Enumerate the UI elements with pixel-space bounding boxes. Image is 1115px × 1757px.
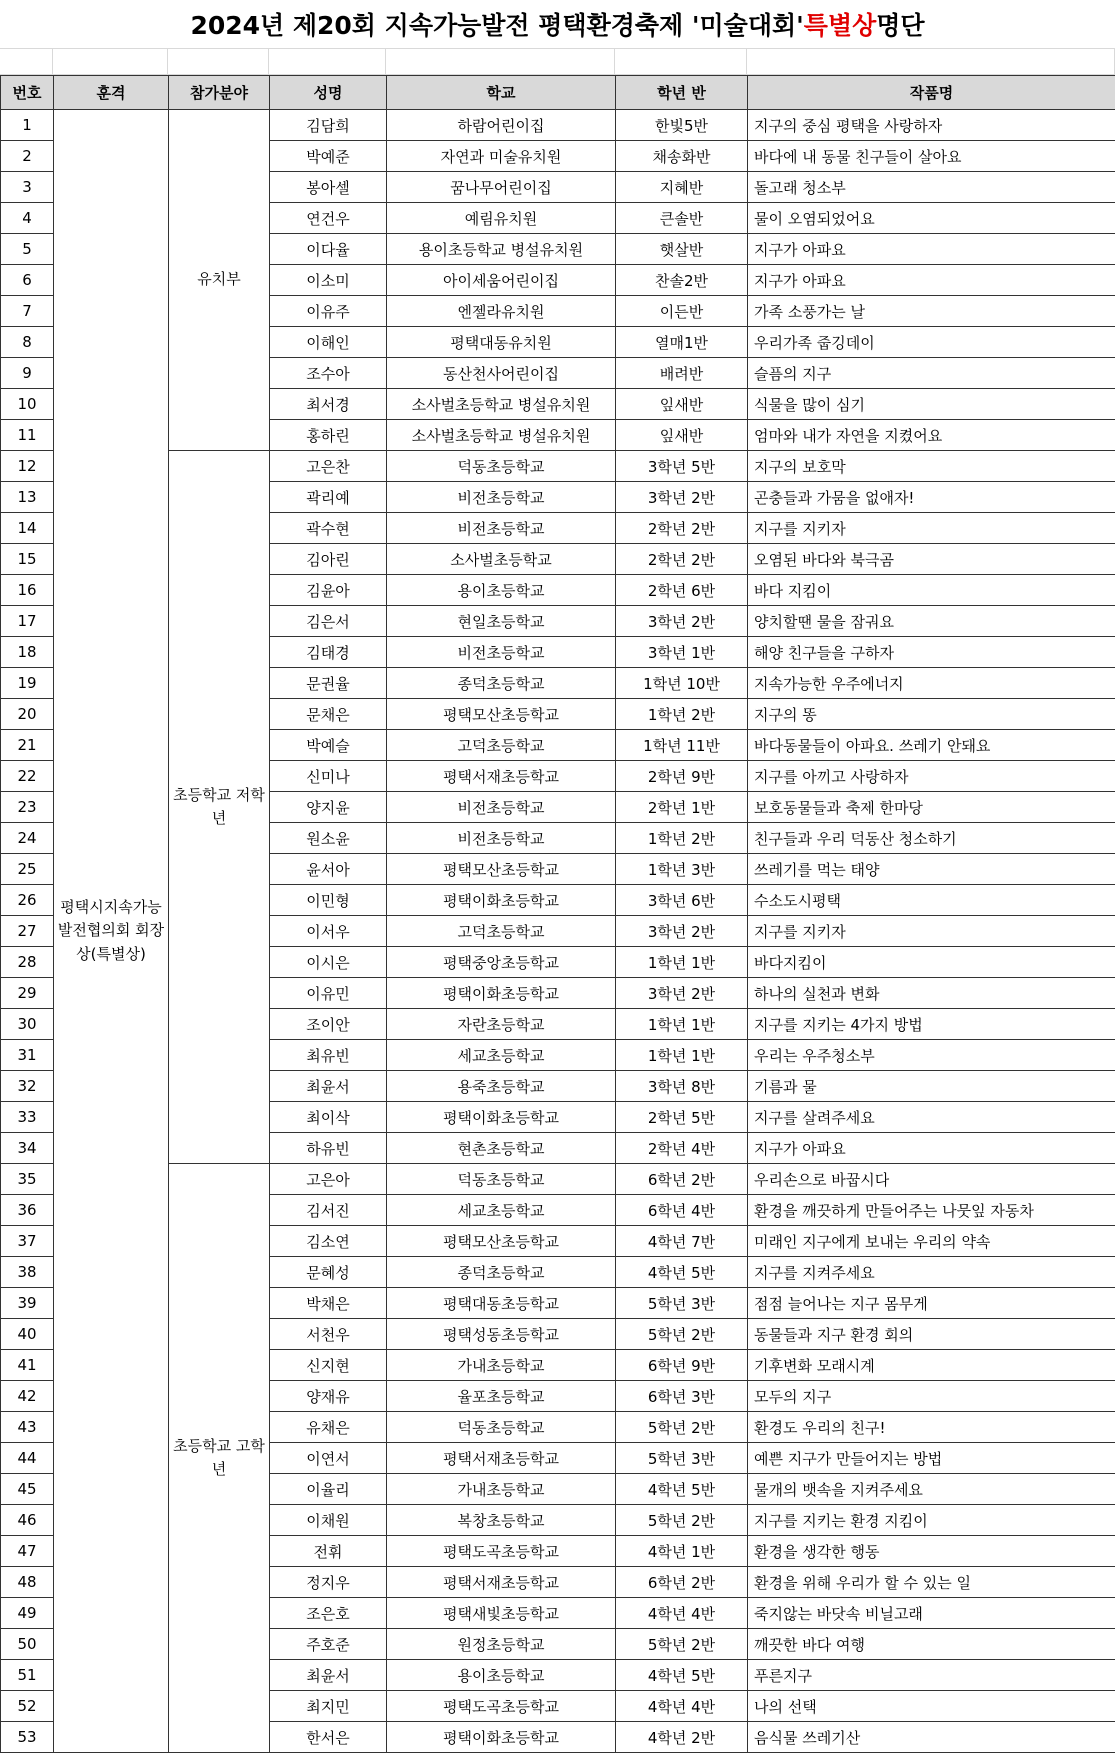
row-number: 31 [1, 1040, 54, 1071]
student-name: 서천우 [270, 1319, 387, 1350]
school-name: 하람어린이집 [387, 110, 616, 141]
grade-class: 2학년 9반 [616, 761, 748, 792]
header-award: 훈격 [54, 76, 169, 110]
school-name: 비전초등학교 [387, 513, 616, 544]
student-name: 이유주 [270, 296, 387, 327]
row-number: 39 [1, 1288, 54, 1319]
grade-class: 3학년 2반 [616, 978, 748, 1009]
grade-class: 2학년 6반 [616, 575, 748, 606]
school-name: 평택이화초등학교 [387, 885, 616, 916]
artwork-title: 기후변화 모래시계 [748, 1350, 1115, 1381]
header-category: 참가분야 [169, 76, 270, 110]
student-name: 김은서 [270, 606, 387, 637]
school-name: 고덕초등학교 [387, 916, 616, 947]
grade-class: 5학년 2반 [616, 1319, 748, 1350]
row-number: 46 [1, 1505, 54, 1536]
grade-class: 3학년 6반 [616, 885, 748, 916]
row-number: 37 [1, 1226, 54, 1257]
student-name: 문혜성 [270, 1257, 387, 1288]
school-name: 종덕초등학교 [387, 668, 616, 699]
award-table [0, 75, 1115, 1753]
grade-class: 4학년 4반 [616, 1691, 748, 1722]
page-title [0, 0, 1115, 49]
artwork-title: 바다에 내 동물 친구들이 살아요 [748, 141, 1115, 172]
row-number: 25 [1, 854, 54, 885]
student-name: 고은찬 [270, 451, 387, 482]
student-name: 최윤서 [270, 1660, 387, 1691]
row-number: 24 [1, 823, 54, 854]
school-name: 평택대동초등학교 [387, 1288, 616, 1319]
student-name: 이채원 [270, 1505, 387, 1536]
row-number: 32 [1, 1071, 54, 1102]
school-name: 덕동초등학교 [387, 1412, 616, 1443]
student-name: 조수아 [270, 358, 387, 389]
student-name: 최윤서 [270, 1071, 387, 1102]
row-number: 20 [1, 699, 54, 730]
grade-class: 지혜반 [616, 172, 748, 203]
student-name: 홍하린 [270, 420, 387, 451]
row-number: 26 [1, 885, 54, 916]
student-name: 곽수현 [270, 513, 387, 544]
grade-class: 4학년 5반 [616, 1257, 748, 1288]
school-name: 비전초등학교 [387, 823, 616, 854]
row-number: 43 [1, 1412, 54, 1443]
artwork-title: 우리는 우주청소부 [748, 1040, 1115, 1071]
header-artwork-title: 작품명 [748, 76, 1115, 110]
student-name: 최서경 [270, 389, 387, 420]
school-name: 비전초등학교 [387, 637, 616, 668]
school-name: 평택모산초등학교 [387, 854, 616, 885]
student-name: 한서은 [270, 1722, 387, 1753]
grade-class: 6학년 4반 [616, 1195, 748, 1226]
student-name: 김서진 [270, 1195, 387, 1226]
school-name: 원정초등학교 [387, 1629, 616, 1660]
row-number: 44 [1, 1443, 54, 1474]
row-number: 36 [1, 1195, 54, 1226]
grade-class: 찬솔2반 [616, 265, 748, 296]
row-number: 27 [1, 916, 54, 947]
row-number: 47 [1, 1536, 54, 1567]
row-number: 19 [1, 668, 54, 699]
row-number: 21 [1, 730, 54, 761]
row-number: 15 [1, 544, 54, 575]
student-name: 신미나 [270, 761, 387, 792]
header-number: 번호 [1, 76, 54, 110]
artwork-title: 깨끗한 바다 여행 [748, 1629, 1115, 1660]
row-number: 29 [1, 978, 54, 1009]
grade-class: 2학년 4반 [616, 1133, 748, 1164]
student-name: 양재유 [270, 1381, 387, 1412]
row-number: 38 [1, 1257, 54, 1288]
row-number: 12 [1, 451, 54, 482]
table-row [1, 1164, 1115, 1195]
artwork-title: 곤충들과 가뭄을 없애자! [748, 482, 1115, 513]
row-number: 42 [1, 1381, 54, 1412]
grade-class: 1학년 3반 [616, 854, 748, 885]
school-name: 세교초등학교 [387, 1195, 616, 1226]
artwork-title: 음식물 쓰레기산 [748, 1722, 1115, 1753]
grade-class: 채송화반 [616, 141, 748, 172]
school-name: 덕동초등학교 [387, 1164, 616, 1195]
row-number: 40 [1, 1319, 54, 1350]
student-name: 박예준 [270, 141, 387, 172]
artwork-title: 지구의 보호막 [748, 451, 1115, 482]
student-name: 정지우 [270, 1567, 387, 1598]
category-cell: 유치부 [169, 110, 270, 451]
artwork-title: 우리가족 줍깅데이 [748, 327, 1115, 358]
school-name: 용이초등학교 [387, 575, 616, 606]
grade-class: 3학년 1반 [616, 637, 748, 668]
student-name: 이율리 [270, 1474, 387, 1505]
grade-class: 큰솔반 [616, 203, 748, 234]
school-name: 동산천사어린이집 [387, 358, 616, 389]
category-cell: 초등학교 고학년 [169, 1164, 270, 1753]
table-row [1, 451, 1115, 482]
grade-class: 3학년 2반 [616, 482, 748, 513]
artwork-title: 지구를 지키자 [748, 916, 1115, 947]
school-name: 소사벌초등학교 병설유치원 [387, 420, 616, 451]
header-row [1, 76, 1115, 110]
student-name: 조이안 [270, 1009, 387, 1040]
student-name: 최이삭 [270, 1102, 387, 1133]
grade-class: 1학년 2반 [616, 699, 748, 730]
student-name: 유채은 [270, 1412, 387, 1443]
row-number: 6 [1, 265, 54, 296]
artwork-title: 지구의 똥 [748, 699, 1115, 730]
row-number: 2 [1, 141, 54, 172]
school-name: 비전초등학교 [387, 482, 616, 513]
grade-class: 2학년 2반 [616, 544, 748, 575]
artwork-title: 환경을 깨끗하게 만들어주는 나뭇잎 자동차 [748, 1195, 1115, 1226]
artwork-title: 돌고래 청소부 [748, 172, 1115, 203]
row-number: 8 [1, 327, 54, 358]
grade-class: 6학년 9반 [616, 1350, 748, 1381]
row-number: 5 [1, 234, 54, 265]
artwork-title: 지구가 아파요 [748, 1133, 1115, 1164]
student-name: 하유빈 [270, 1133, 387, 1164]
student-name: 원소윤 [270, 823, 387, 854]
school-name: 비전초등학교 [387, 792, 616, 823]
school-name: 꿈나무어린이집 [387, 172, 616, 203]
school-name: 평택성동초등학교 [387, 1319, 616, 1350]
grade-class: 1학년 1반 [616, 1009, 748, 1040]
grade-class: 2학년 1반 [616, 792, 748, 823]
artwork-title: 양치할땐 물을 잠궈요 [748, 606, 1115, 637]
row-number: 35 [1, 1164, 54, 1195]
student-name: 김아린 [270, 544, 387, 575]
grade-class: 3학년 2반 [616, 606, 748, 637]
grade-class: 잎새반 [616, 420, 748, 451]
student-name: 이시은 [270, 947, 387, 978]
school-name: 평택서재초등학교 [387, 1567, 616, 1598]
title-suffix: 명단 [876, 11, 925, 40]
artwork-title: 친구들과 우리 덕동산 청소하기 [748, 823, 1115, 854]
artwork-title: 식물을 많이 심기 [748, 389, 1115, 420]
artwork-title: 엄마와 내가 자연을 지켰어요 [748, 420, 1115, 451]
school-name: 종덕초등학교 [387, 1257, 616, 1288]
school-name: 소사벌초등학교 병설유치원 [387, 389, 616, 420]
artwork-title: 환경을 생각한 행동 [748, 1536, 1115, 1567]
row-number: 28 [1, 947, 54, 978]
row-number: 17 [1, 606, 54, 637]
school-name: 가내초등학교 [387, 1474, 616, 1505]
student-name: 윤서아 [270, 854, 387, 885]
student-name: 고은아 [270, 1164, 387, 1195]
school-name: 율포초등학교 [387, 1381, 616, 1412]
artwork-title: 지구를 지키는 환경 지킴이 [748, 1505, 1115, 1536]
school-name: 용이초등학교 [387, 1660, 616, 1691]
row-number: 52 [1, 1691, 54, 1722]
school-name: 가내초등학교 [387, 1350, 616, 1381]
student-name: 전휘 [270, 1536, 387, 1567]
award-cell: 평택시지속가능발전협의회 회장상(특별상) [54, 110, 169, 1753]
grade-class: 4학년 4반 [616, 1598, 748, 1629]
grade-class: 햇살반 [616, 234, 748, 265]
school-name: 평택중앙초등학교 [387, 947, 616, 978]
school-name: 현촌초등학교 [387, 1133, 616, 1164]
grade-class: 열매1반 [616, 327, 748, 358]
grade-class: 4학년 5반 [616, 1660, 748, 1691]
school-name: 평택이화초등학교 [387, 1102, 616, 1133]
title-highlight: 특별상 [803, 11, 877, 40]
row-number: 50 [1, 1629, 54, 1660]
student-name: 이민형 [270, 885, 387, 916]
school-name: 엔젤라유치원 [387, 296, 616, 327]
row-number: 11 [1, 420, 54, 451]
title-prefix: 2024년 제20회 지속가능발전 평택환경축제 '미술대회' [190, 11, 804, 40]
school-name: 복창초등학교 [387, 1505, 616, 1536]
artwork-title: 해양 친구들을 구하자 [748, 637, 1115, 668]
student-name: 양지윤 [270, 792, 387, 823]
artwork-title: 물이 오염되었어요 [748, 203, 1115, 234]
grade-class: 3학년 5반 [616, 451, 748, 482]
artwork-title: 나의 선택 [748, 1691, 1115, 1722]
school-name: 평택새빛초등학교 [387, 1598, 616, 1629]
student-name: 김담희 [270, 110, 387, 141]
student-name: 박채은 [270, 1288, 387, 1319]
school-name: 자란초등학교 [387, 1009, 616, 1040]
artwork-title: 바다동물들이 아파요. 쓰레기 안돼요 [748, 730, 1115, 761]
student-name: 곽리예 [270, 482, 387, 513]
table-body [1, 110, 1115, 1753]
school-name: 평택모산초등학교 [387, 699, 616, 730]
artwork-title: 보호동물들과 축제 한마당 [748, 792, 1115, 823]
artwork-title: 지속가능한 우주에너지 [748, 668, 1115, 699]
student-name: 이해인 [270, 327, 387, 358]
school-name: 평택모산초등학교 [387, 1226, 616, 1257]
artwork-title: 가족 소풍가는 날 [748, 296, 1115, 327]
school-name: 세교초등학교 [387, 1040, 616, 1071]
artwork-title: 지구가 아파요 [748, 265, 1115, 296]
grade-class: 5학년 3반 [616, 1443, 748, 1474]
artwork-title: 기름과 물 [748, 1071, 1115, 1102]
artwork-title: 오염된 바다와 북극곰 [748, 544, 1115, 575]
school-name: 자연과 미술유치원 [387, 141, 616, 172]
row-number: 14 [1, 513, 54, 544]
artwork-title: 환경을 위해 우리가 할 수 있는 일 [748, 1567, 1115, 1598]
grade-class: 2학년 2반 [616, 513, 748, 544]
row-number: 53 [1, 1722, 54, 1753]
grade-class: 5학년 2반 [616, 1505, 748, 1536]
grade-class: 2학년 5반 [616, 1102, 748, 1133]
student-name: 신지현 [270, 1350, 387, 1381]
grade-class: 5학년 3반 [616, 1288, 748, 1319]
row-number: 16 [1, 575, 54, 606]
student-name: 이유민 [270, 978, 387, 1009]
grade-class: 1학년 10반 [616, 668, 748, 699]
artwork-title: 바다지킴이 [748, 947, 1115, 978]
grade-class: 3학년 8반 [616, 1071, 748, 1102]
artwork-title: 우리손으로 바꿉시다 [748, 1164, 1115, 1195]
student-name: 봉아셀 [270, 172, 387, 203]
row-number: 51 [1, 1660, 54, 1691]
grade-class: 4학년 2반 [616, 1722, 748, 1753]
grade-class: 1학년 11반 [616, 730, 748, 761]
artwork-title: 쓰레기를 먹는 태양 [748, 854, 1115, 885]
student-name: 주호준 [270, 1629, 387, 1660]
school-name: 용죽초등학교 [387, 1071, 616, 1102]
artwork-title: 환경도 우리의 친구! [748, 1412, 1115, 1443]
grade-class: 1학년 1반 [616, 1040, 748, 1071]
school-name: 용이초등학교 병설유치원 [387, 234, 616, 265]
grade-class: 3학년 2반 [616, 916, 748, 947]
grade-class: 5학년 2반 [616, 1412, 748, 1443]
grade-class: 4학년 5반 [616, 1474, 748, 1505]
artwork-title: 지구의 중심 평택을 사랑하자 [748, 110, 1115, 141]
school-name: 평택도곡초등학교 [387, 1691, 616, 1722]
artwork-title: 바다 지킴이 [748, 575, 1115, 606]
artwork-title: 점점 늘어나는 지구 몸무게 [748, 1288, 1115, 1319]
row-number: 48 [1, 1567, 54, 1598]
student-name: 이다율 [270, 234, 387, 265]
student-name: 연건우 [270, 203, 387, 234]
student-name: 김윤아 [270, 575, 387, 606]
spacer-row [0, 49, 1115, 75]
category-cell: 초등학교 저학년 [169, 451, 270, 1164]
artwork-title: 동물들과 지구 환경 회의 [748, 1319, 1115, 1350]
grade-class: 잎새반 [616, 389, 748, 420]
header-school: 학교 [387, 76, 616, 110]
school-name: 소사벌초등학교 [387, 544, 616, 575]
student-name: 이소미 [270, 265, 387, 296]
grade-class: 이든반 [616, 296, 748, 327]
artwork-title: 물개의 뱃속을 지켜주세요 [748, 1474, 1115, 1505]
artwork-title: 지구를 지켜주세요 [748, 1257, 1115, 1288]
row-number: 49 [1, 1598, 54, 1629]
row-number: 22 [1, 761, 54, 792]
school-name: 현일초등학교 [387, 606, 616, 637]
grade-class: 1학년 2반 [616, 823, 748, 854]
student-name: 최지민 [270, 1691, 387, 1722]
row-number: 4 [1, 203, 54, 234]
artwork-title: 지구를 살려주세요 [748, 1102, 1115, 1133]
artwork-title: 지구를 지키자 [748, 513, 1115, 544]
school-name: 평택이화초등학교 [387, 1722, 616, 1753]
row-number: 41 [1, 1350, 54, 1381]
artwork-title: 죽지않는 바닷속 비닐고래 [748, 1598, 1115, 1629]
school-name: 덕동초등학교 [387, 451, 616, 482]
artwork-title: 푸른지구 [748, 1660, 1115, 1691]
school-name: 아이세움어린이집 [387, 265, 616, 296]
school-name: 평택대동유치원 [387, 327, 616, 358]
row-number: 45 [1, 1474, 54, 1505]
row-number: 18 [1, 637, 54, 668]
student-name: 이연서 [270, 1443, 387, 1474]
artwork-title: 지구를 아끼고 사랑하자 [748, 761, 1115, 792]
artwork-title: 지구가 아파요 [748, 234, 1115, 265]
student-name: 최유빈 [270, 1040, 387, 1071]
artwork-title: 수소도시평택 [748, 885, 1115, 916]
table-row [1, 110, 1115, 141]
artwork-title: 미래인 지구에게 보내는 우리의 약속 [748, 1226, 1115, 1257]
school-name: 예림유치원 [387, 203, 616, 234]
student-name: 조은호 [270, 1598, 387, 1629]
school-name: 평택서재초등학교 [387, 1443, 616, 1474]
school-name: 고덕초등학교 [387, 730, 616, 761]
row-number: 9 [1, 358, 54, 389]
grade-class: 한빛5반 [616, 110, 748, 141]
grade-class: 1학년 1반 [616, 947, 748, 978]
row-number: 30 [1, 1009, 54, 1040]
grade-class: 5학년 2반 [616, 1629, 748, 1660]
grade-class: 배려반 [616, 358, 748, 389]
student-name: 박예슬 [270, 730, 387, 761]
artwork-title: 모두의 지구 [748, 1381, 1115, 1412]
artwork-title: 슬픔의 지구 [748, 358, 1115, 389]
student-name: 이서우 [270, 916, 387, 947]
grade-class: 6학년 3반 [616, 1381, 748, 1412]
artwork-title: 예쁜 지구가 만들어지는 방법 [748, 1443, 1115, 1474]
header-name: 성명 [270, 76, 387, 110]
student-name: 김소연 [270, 1226, 387, 1257]
row-number: 7 [1, 296, 54, 327]
grade-class: 4학년 7반 [616, 1226, 748, 1257]
school-name: 평택이화초등학교 [387, 978, 616, 1009]
header-grade-class: 학년 반 [616, 76, 748, 110]
row-number: 10 [1, 389, 54, 420]
row-number: 34 [1, 1133, 54, 1164]
school-name: 평택도곡초등학교 [387, 1536, 616, 1567]
row-number: 33 [1, 1102, 54, 1133]
student-name: 문채은 [270, 699, 387, 730]
grade-class: 6학년 2반 [616, 1567, 748, 1598]
row-number: 1 [1, 110, 54, 141]
artwork-title: 하나의 실천과 변화 [748, 978, 1115, 1009]
grade-class: 6학년 2반 [616, 1164, 748, 1195]
student-name: 문권율 [270, 668, 387, 699]
student-name: 김태경 [270, 637, 387, 668]
school-name: 평택서재초등학교 [387, 761, 616, 792]
row-number: 3 [1, 172, 54, 203]
row-number: 23 [1, 792, 54, 823]
grade-class: 4학년 1반 [616, 1536, 748, 1567]
row-number: 13 [1, 482, 54, 513]
artwork-title: 지구를 지키는 4가지 방법 [748, 1009, 1115, 1040]
